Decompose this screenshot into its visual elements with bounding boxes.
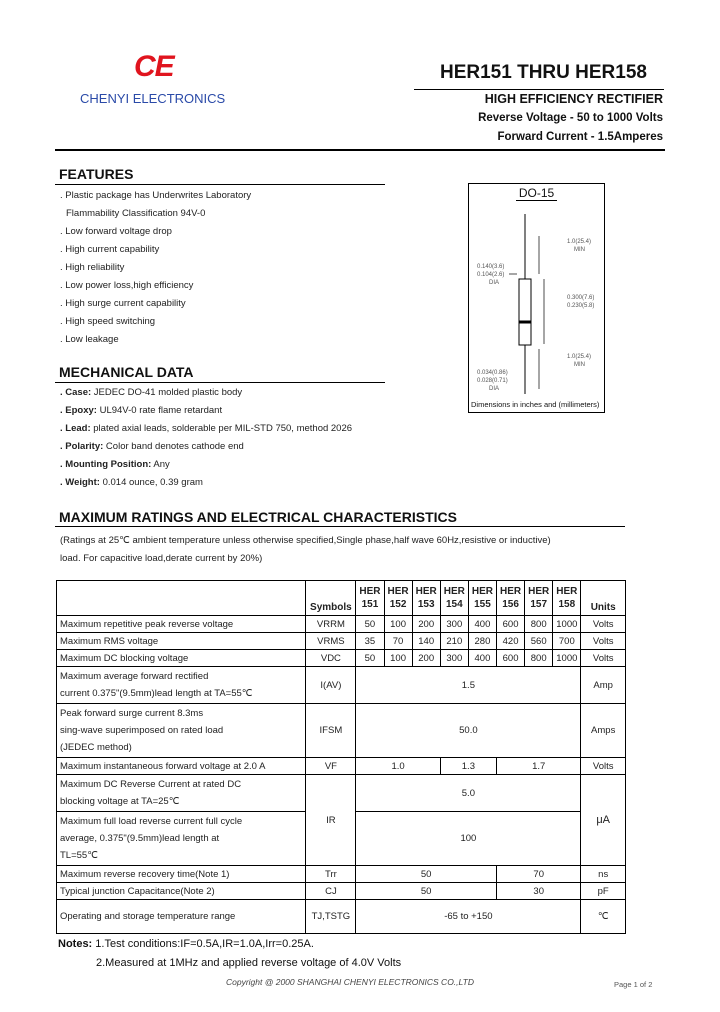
mech-item: . Polarity: Color band denotes cathode end — [60, 441, 244, 452]
document-title: HER151 THRU HER158 — [440, 62, 647, 83]
features-rule — [55, 184, 385, 185]
mechanical-rule — [55, 382, 385, 383]
table-row: Operating and storage temperature range TJ,TSTG -65 to +150 ℃ — [57, 900, 626, 934]
page-number: Page 1 of 2 — [614, 980, 653, 989]
mech-item: . Weight: 0.014 ounce, 0.39 gram — [60, 477, 203, 488]
notes: Notes: 1.Test conditions:IF=0.5A,IR=1.0A,Irr=0.25A. 2.Measured at 1MHz and applied reverse voltage of 4.0V Volts — [58, 938, 402, 969]
electrical-characteristics-table — [56, 580, 626, 934]
mech-item: . Lead: plated axial leads, solderable per MIL-STD 750, method 2026 — [60, 423, 353, 434]
feature-item: . High reliability — [60, 262, 125, 273]
feature-item: . High speed switching — [60, 316, 156, 327]
header-divider — [55, 149, 665, 151]
feature-item: Flammability Classification 94V-0 — [66, 208, 206, 219]
feature-item: . High surge current capability — [60, 298, 186, 309]
table-row: Maximum RMS voltage VRMS 35 70 140 210 280 420 560 700 Volts — [57, 633, 626, 650]
table-row: Maximum DC Reverse Current at rated DC blocking voltage at TA=25℃ IR 5.0 μA — [57, 775, 626, 812]
package-dimensions-note: Dimensions in inches and (millimeters) — [471, 400, 600, 409]
company-logo: CE — [134, 50, 174, 83]
company-name: CHENYI ELECTRONICS — [80, 91, 226, 106]
copyright: Copyright @ 2000 SHANGHAI CHENYI ELECTRONICS CO.,LTD — [226, 977, 474, 987]
mech-item: . Epoxy: UL94V-0 rate flame retardant — [60, 405, 223, 416]
feature-item: . High current capability — [60, 244, 160, 255]
feature-item: . Low forward voltage drop — [60, 226, 172, 237]
ratings-conditions: (Ratings at 25℃ ambient temperature unless otherwise specified,Single phase,half wave 60Hz,resistive or inductive) load. For capacitive load,derate current by 20%) — [60, 535, 551, 564]
mech-item: . Case: JEDEC DO-41 molded plastic body — [60, 387, 243, 398]
reverse-voltage-spec: Reverse Voltage - 50 to 1000 Volts — [478, 112, 663, 124]
feature-item: . Low power loss,high efficiency — [60, 280, 194, 291]
table-row: Typical junction Capacitance(Note 2) CJ 50 30 pF — [57, 883, 626, 900]
mech-item: . Mounting Position: Any — [60, 459, 170, 470]
forward-current-spec: Forward Current - 1.5Amperes — [497, 131, 663, 143]
features-heading: FEATURES — [59, 166, 134, 182]
table-row: Maximum average forward rectified current 0.375"(9.5mm)lead length at TA=55℃ I(AV) 1.5 Amp — [57, 667, 626, 704]
feature-item: . Low leakage — [60, 334, 119, 345]
table-row: Maximum DC blocking voltage VDC 50 100 200 300 400 600 800 1000 Volts — [57, 650, 626, 667]
mechanical-list — [60, 384, 352, 492]
feature-item: . Plastic package has Underwrites Laboratory — [60, 190, 252, 201]
table-row: Peak forward surge current 8.3ms sing-wave superimposed on rated load (JEDEC method) IFSM 50.0 Amps — [57, 704, 626, 758]
table-row: Maximum repetitive peak reverse voltage VRRM 50 100 200 300 400 600 800 1000 Volts — [57, 616, 626, 633]
product-subtitle: HIGH EFFICIENCY RECTIFIER — [484, 92, 663, 106]
table-row: Maximum full load reverse current full cycle average, 0.375"(9.5mm)lead length at TL=55℃ 100 — [57, 812, 626, 866]
title-rule — [414, 89, 664, 90]
ratings-rule — [55, 526, 625, 527]
package-name: DO-15 — [469, 186, 604, 200]
package-diagram: DO-15 1.0(25.4) MIN 0.140(3.6) 0.104(2.6) DIA 0.300(7.6) 0.230(5.8) 1.0(25.4) MIN 0.034(0.86) 0.028(0.71) DIA Dimensions in inches and (millimeters) — [468, 183, 605, 413]
ratings-heading: MAXIMUM RATINGS AND ELECTRICAL CHARACTERISTICS — [59, 509, 457, 525]
mechanical-heading: MECHANICAL DATA — [59, 364, 194, 380]
features-list — [60, 187, 251, 349]
table-row: Maximum reverse recovery time(Note 1) Trr 50 70 ns — [57, 866, 626, 883]
table-row: Maximum instantaneous forward voltage at 2.0 A VF 1.0 1.3 1.7 Volts — [57, 758, 626, 775]
table-header-row: Symbols HER 151 HER 152 HER 153 HER 154 HER 155 HER 156 HER 157 HER 158 Units — [57, 581, 626, 616]
